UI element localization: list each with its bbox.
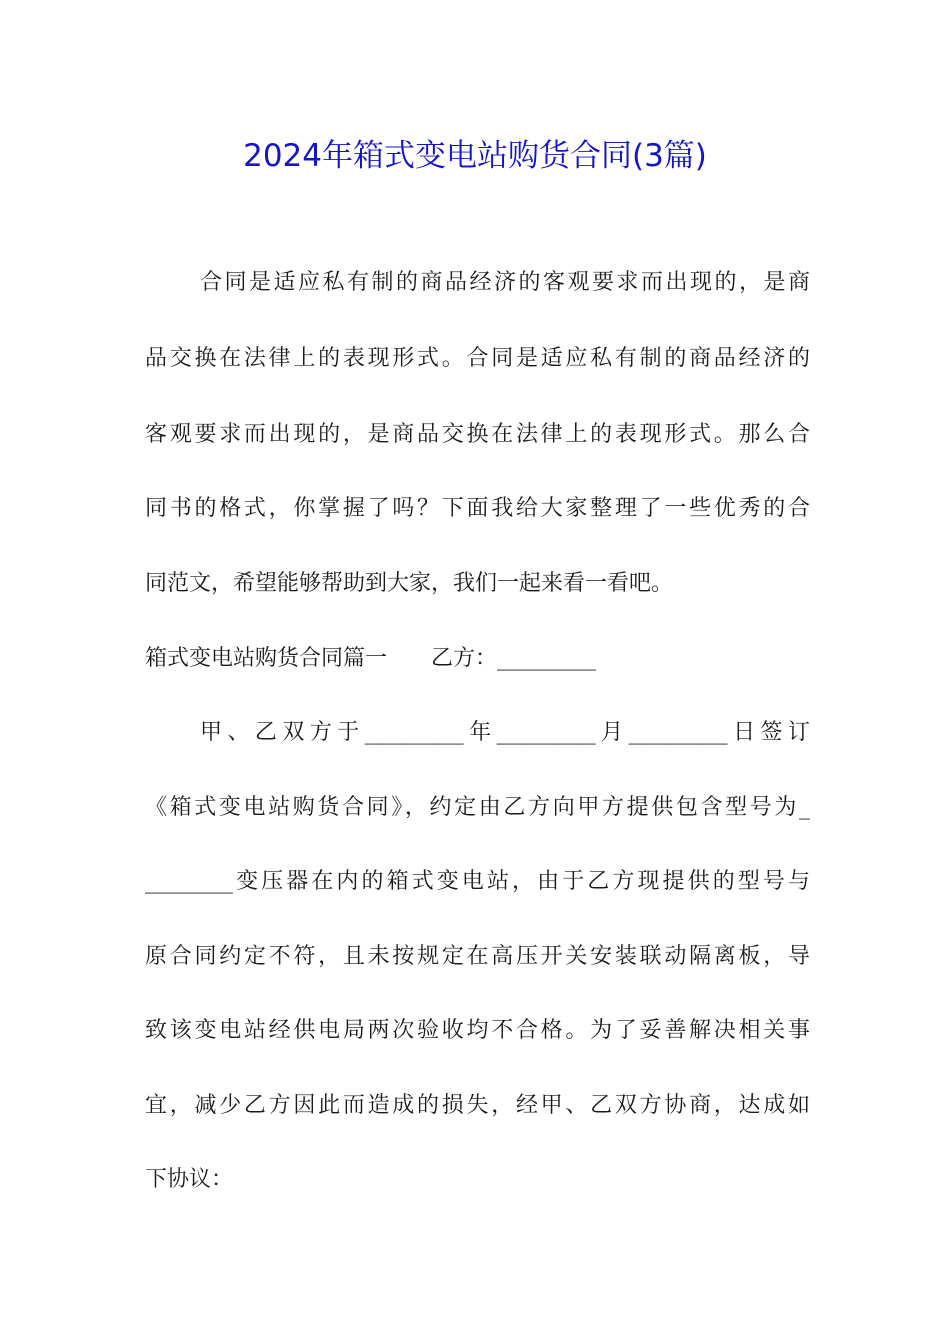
paragraph-line: 致该变电站经供电局两次验收均不合格。为了妥善解决相关事 (145, 1018, 810, 1043)
section-heading: 箱式变电站购货合同篇一 乙方：_________ (145, 646, 597, 671)
paragraph-line: 宜，减少乙方因此而造成的损失，经甲、乙双方协商，达成如 (145, 1093, 810, 1118)
paragraph-line: 合同是适应私有制的商品经济的客观要求而出现的，是商 (200, 270, 810, 295)
paragraph-line: 品交换在法律上的表现形式。合同是适应私有制的商品经济的 (145, 346, 810, 371)
paragraph-line: 下协议： (145, 1167, 234, 1192)
paragraph-line: 同范文，希望能够帮助到大家，我们一起来看一看吧。 (145, 571, 674, 596)
paragraph-line: 同书的格式，你掌握了吗？下面我给大家整理了一些优秀的合 (145, 496, 810, 521)
paragraph-line: 客观要求而出现的，是商品交换在法律上的表现形式。那么合 (145, 422, 810, 447)
paragraph-line: ________变压器在内的箱式变电站，由于乙方现提供的型号与 (145, 869, 810, 894)
paragraph-line: 原合同约定不符，且未按规定在高压开关安装联动隔离板，导 (145, 944, 810, 969)
document-title: 2024年箱式变电站购货合同(3篇) (243, 138, 707, 174)
paragraph-line: 《箱式变电站购货合同》，约定由乙方向甲方提供包含型号为_ (145, 795, 810, 820)
paragraph-line: 甲、乙双方于_________年_________月_________日签订 (200, 720, 810, 745)
